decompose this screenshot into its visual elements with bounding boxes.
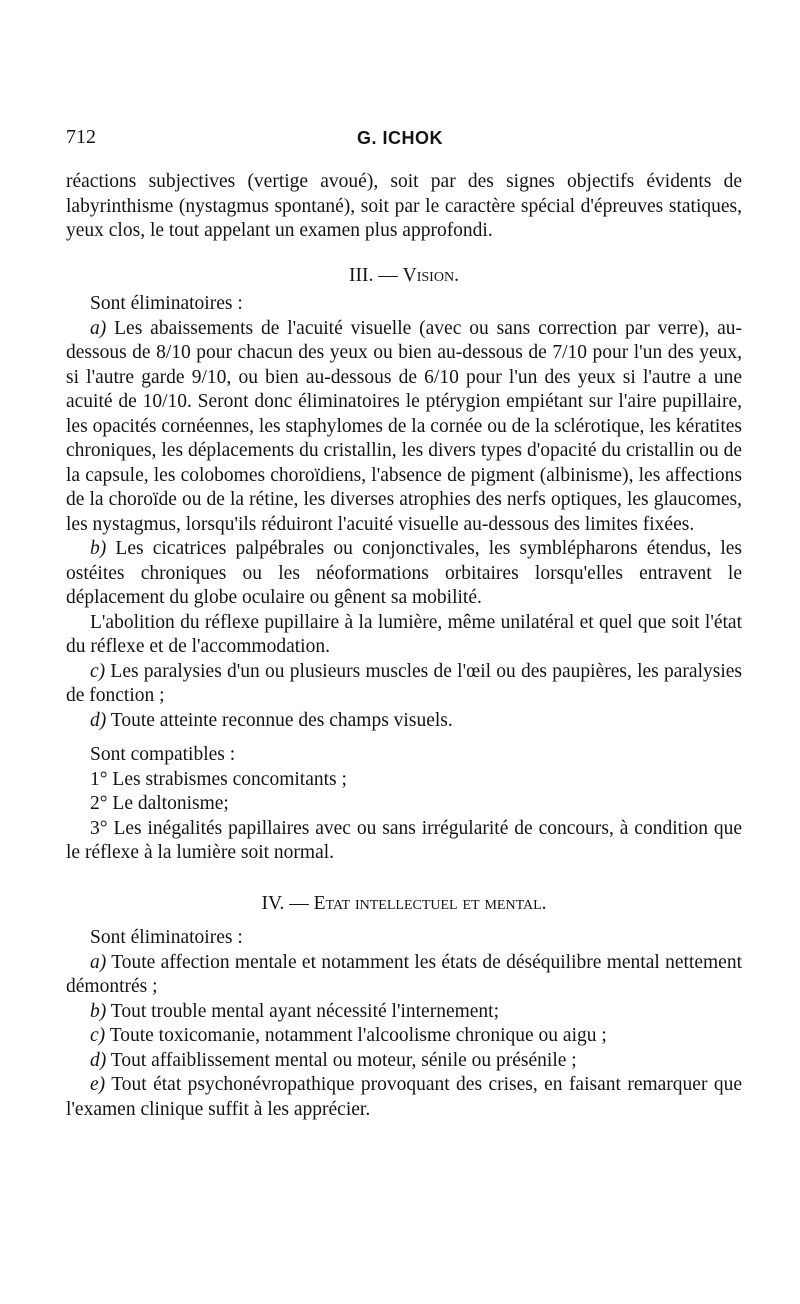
s3-compatibles-label: Sont compatibles :	[90, 744, 236, 765]
s3-item-d-text: Toute atteinte reconnue des champs visuels.	[110, 709, 453, 731]
s4-eliminatoires-label: Sont éliminatoires :	[90, 927, 243, 948]
s3-item-b-marker: b)	[90, 538, 107, 559]
s3-item-a-text: Les abaissements de l'acuité visuelle (avec ou sans correction par verre), au-dessous de 8/10 pour chacun des yeux ou bien au-dessous de 7/10 pour l'un des yeux, si l'autre garde 9/10, ou bien au-dessous de 6/10 pour l'un des yeux si l'autre a une acuité de 10/10. Seront donc éliminatoires le ptérygion empiétant sur l'aire pupillaire, les opacités cornéennes, les staphylomes de la cornée ou de la sclérotique, les kératites chroniques, les déplacements du cristallin, les divers types d'opacité du cristallin ou de la capsule, les colobomes choroïdiens, l'absence de pigment (albinisme), les affections de la choroïde ou de la rétine, les diverses atrophies des nerfs optiques, les glaucomes, les nystagmus, lorsqu'ils réduiront l'acuité visuelle au-dessous des limites fixées.	[66, 317, 743, 535]
s4-item-e-marker: e)	[90, 1074, 106, 1095]
s4-item-c	[66, 1024, 742, 1049]
s3-item-d	[66, 709, 742, 734]
running-head-author: G. ICHOK	[356, 128, 443, 148]
s3-item-a	[66, 317, 742, 538]
s3-abolition-paragraph: L'abolition du réflexe pupillaire à la lumière, même unilatéral et quel que soit l'état du réflexe et de l'accommodation.	[66, 611, 742, 657]
s4-item-a-text: Toute affection mentale et notamment les états de déséquilibre mental nettement démontrés ;	[66, 951, 742, 997]
s3-item-c-marker: c)	[90, 660, 106, 682]
s4-item-d	[66, 1049, 742, 1074]
s4-item-b	[66, 1000, 742, 1025]
section-3-heading	[66, 264, 742, 289]
s3-item-b-text: Les cicatrices palpébrales ou conjonctivales, les symblépharons étendus, les ostéites chroniques ou les néoformations orbitaires lorsqu'elles entravent le déplacement du globe oculaire ou gênent sa mobilité.	[66, 538, 743, 608]
s4-item-b-text: Tout trouble mental ayant nécessité l'internement;	[110, 1000, 500, 1022]
s4-item-d-text: Tout affaiblissement mental ou moteur, sénile ou présénile ;	[110, 1049, 577, 1071]
s3-compatible-3: 3° Les inégalités papillaires avec ou sans irrégularité de concours, à condition que le réflexe à la lumière soit normal.	[66, 817, 742, 863]
s3-compatible-2: 2° Le daltonisme;	[90, 793, 229, 814]
s4-item-c-text: Toute toxicomanie, notamment l'alcoolisme chronique ou aigu ;	[109, 1025, 607, 1046]
section-4-title: Etat intellectuel et mental.	[313, 892, 547, 914]
section-3-numeral: III. —	[349, 264, 398, 286]
s4-item-d-marker: d)	[90, 1049, 107, 1071]
s4-item-c-marker: c)	[90, 1025, 106, 1046]
s4-item-e-text: Tout état psychonévropathique provoquant des crises, en faisant remarquer que l'examen clinique suffit à les apprécier.	[66, 1074, 742, 1120]
page-body	[66, 170, 742, 1122]
s4-item-a	[66, 951, 742, 1000]
s3-item-a-marker: a)	[90, 317, 107, 339]
section-4-heading	[66, 892, 742, 917]
s3-item-d-marker: d)	[90, 709, 107, 731]
s3-eliminatoires-label: Sont éliminatoires :	[90, 293, 243, 314]
page-header	[66, 126, 734, 154]
s3-item-c-text: Les paralysies d'un ou plusieurs muscles de l'œil ou des paupières, les paralysies de fonction ;	[66, 660, 742, 706]
section-4-numeral: IV. —	[261, 892, 309, 914]
intro-paragraph: réactions subjectives (vertige avoué), soit par des signes objectifs évidents de labyrinthisme (nystagmus spontané), soit par le caractère spécial d'épreuves statiques, yeux clos, le tout appelant un examen plus approfondi.	[66, 171, 742, 241]
page-number: 712	[66, 126, 96, 148]
section-3-title: Vision.	[402, 264, 459, 286]
s3-compatible-1: 1° Les strabismes concomitants ;	[90, 768, 347, 790]
s3-item-b	[66, 537, 742, 611]
s4-item-b-marker: b)	[90, 1000, 107, 1022]
s3-item-c	[66, 660, 742, 709]
s4-item-e	[66, 1073, 742, 1122]
s4-item-a-marker: a)	[90, 951, 107, 973]
